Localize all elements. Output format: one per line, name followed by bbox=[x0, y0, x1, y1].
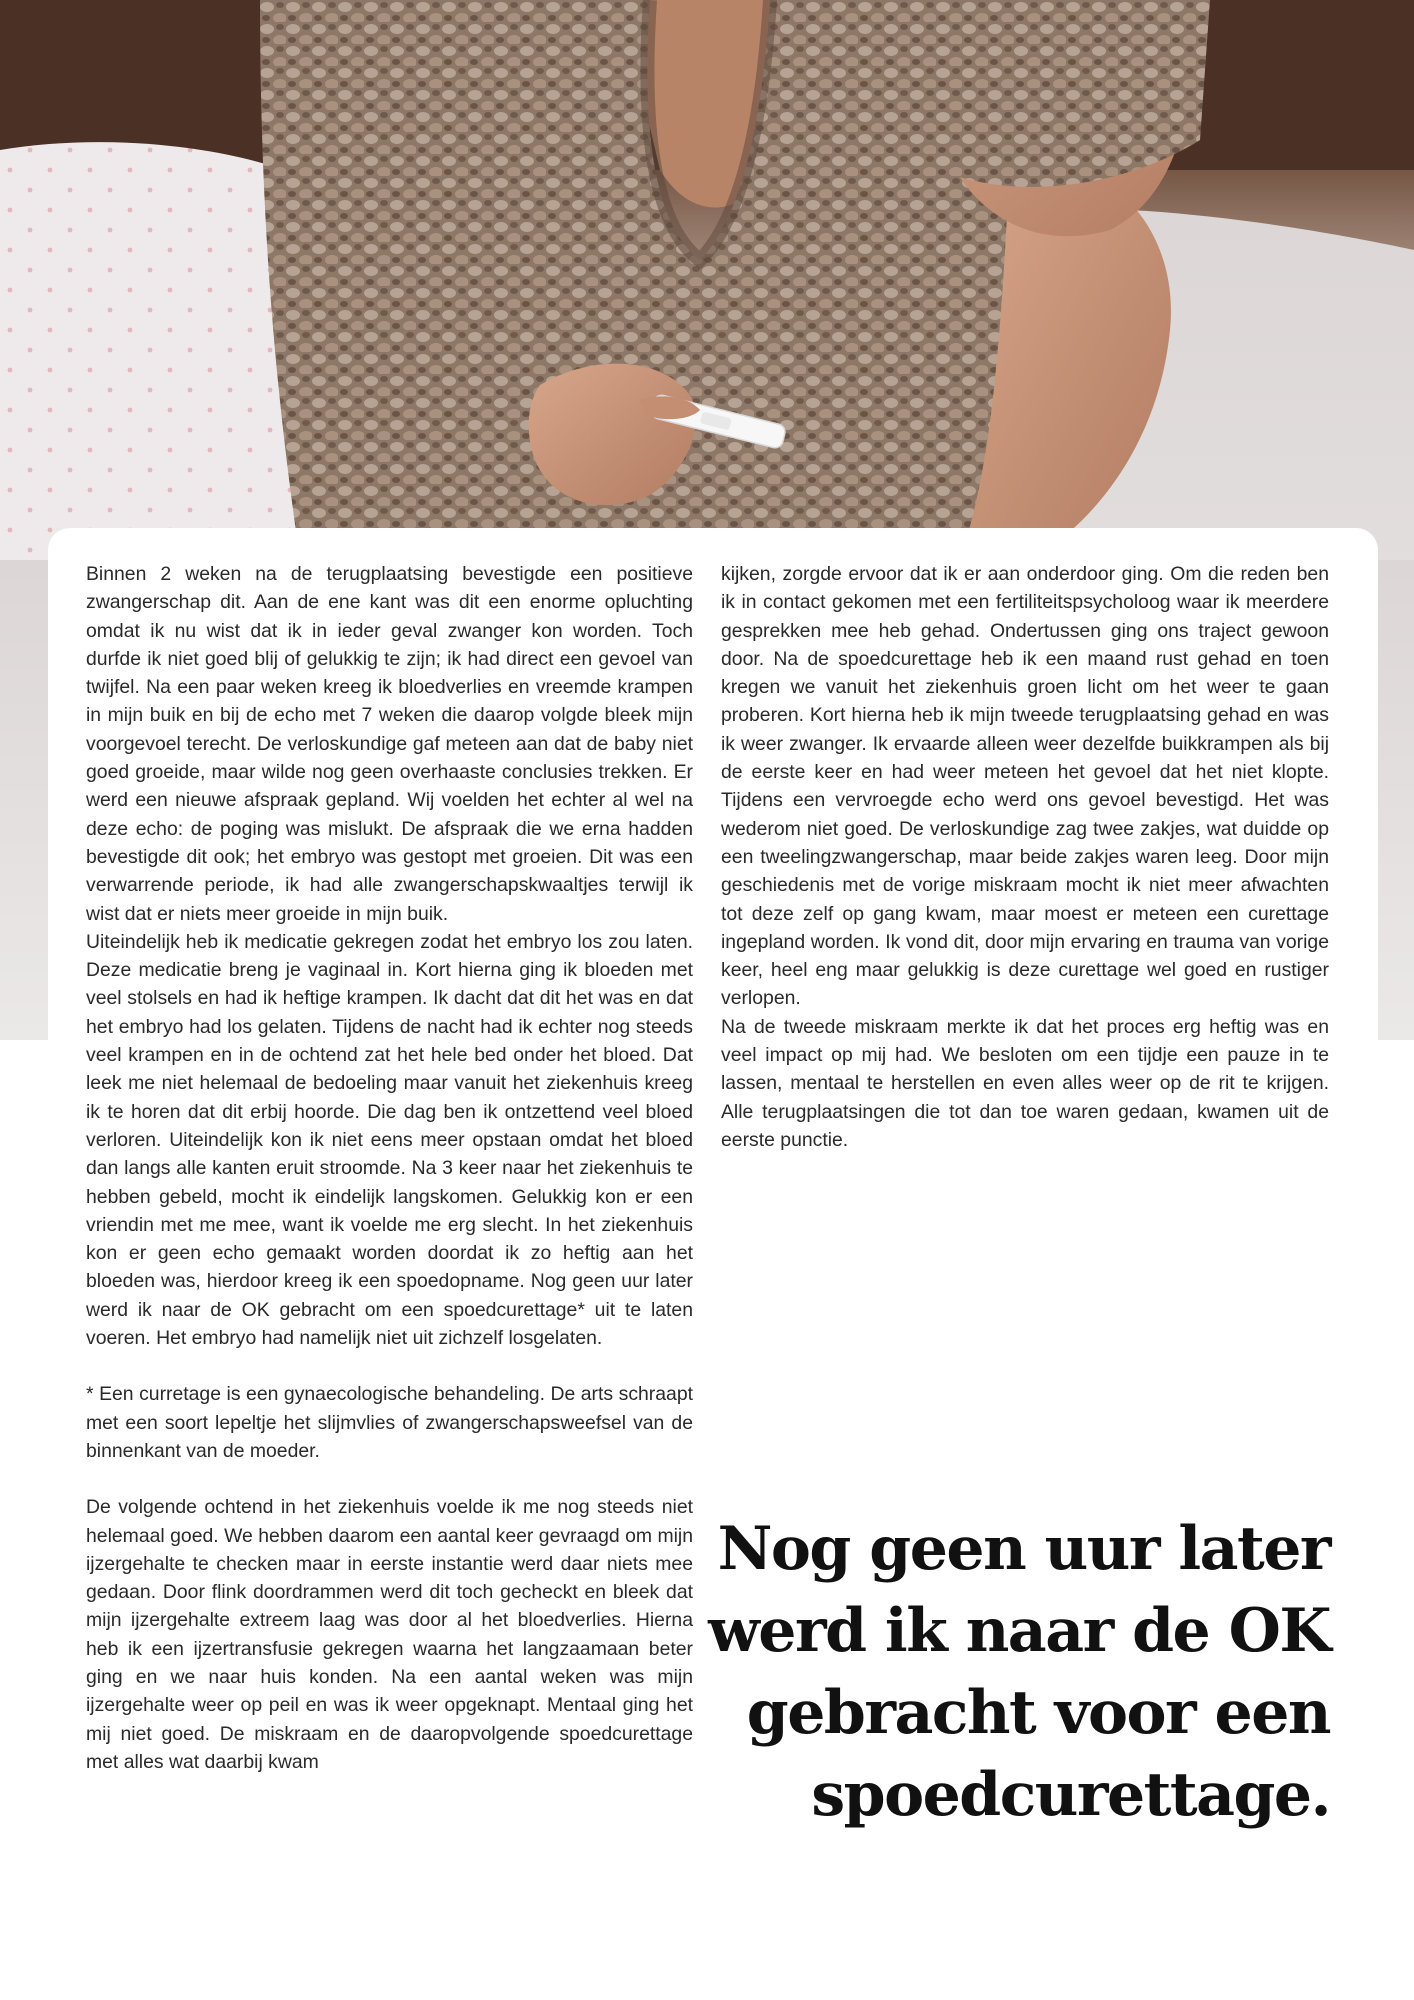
article-paragraph: De volgende ochtend in het ziekenhuis voelde ik me nog steeds niet helemaal goed. We hebben daarom een aantal keer gevraagd om mijn ijzergehalte te checken maar in eerste instantie werd daar niets mee gedaan. Door flink doordrammen werd dit toch gecheckt en bleek dat mijn ijzergehalte extreem laag was door al het bloedverlies. Hierna heb ik een ijzertransfusie gekregen waarna het langzaamaan beter ging en we naar huis konden. Na een aantal weken was mijn ijzergehalte weer op peil en was ik weer opgeknapt. Mentaal ging het mij niet goed. De miskraam en de daaropvolgende spoedcurettage met alles wat daarbij kwam bbox=[86, 1496, 693, 1773]
footnote: * Een curretage is een gynaecologische behandeling. De arts schraapt met een soort lepeltje het slijmvlies of zwangerschapsweefsel van de binnenkant van de moeder. bbox=[86, 1383, 693, 1462]
article-paragraph: kijken, zorgde ervoor dat ik er aan onderdoor ging. Om die reden ben ik in contact gekomen met een fertiliteitspsycholoog waar ik meerdere gesprekken mee heb gehad. Ondertussen ging ons traject gewoon door. Na de spoedcurettage heb ik een maand rust gehad en toen kregen we vanuit het ziekenhuis groen licht om het weer te gaan proberen. Kort hierna heb ik mijn tweede terugplaatsing gehad en was ik weer zwanger. Ik ervaarde alleen weer dezelfde buikkrampen als bij de eerste keer en had weer meteen het gevoel dat het niet klopte. Tijdens een vervroegde echo werd ons gevoel bevestigd. Het was wederom niet goed. De verloskundige zag twee zakjes, wat duidde op een tweelingzwangerschap, maar beide zakjes waren leeg. Door mijn geschiedenis met de vorige miskraam mocht ik niet meer afwachten tot deze zelf op gang kwam, maar moest er meteen een curettage ingepland worden. Ik vond dit, door mijn ervaring en trauma van vorige keer, heel eng maar gelukkig is deze curettage wel goed en rustiger verlopen. bbox=[721, 563, 1329, 1010]
article-paragraph: Na de tweede miskraam merkte ik dat het proces erg heftig was en veel impact op mij had. We besloten om een tijdje een pauze in te lassen, mentaal te herstellen en even alles weer op de rit te krijgen. Alle terugplaatsingen die tot dan toe waren gedaan, kwamen uit de eerste punctie. bbox=[721, 1015, 1329, 1151]
pull-quote: Nog geen uur later werd ik naar de OK gebracht voor een spoedcurettage. bbox=[708, 1514, 1330, 1830]
article-right-column bbox=[721, 560, 1329, 1154]
article-left-column bbox=[86, 560, 693, 1776]
article-paragraph: Uiteindelijk heb ik medicatie gekregen zodat het embryo los zou laten. Deze medicatie breng je vaginaal in. Kort hierna ging ik bloeden met veel stolsels en had ik heftige krampen. Ik dacht dat dit het was en dat het embryo had los gelaten. Tijdens de nacht had ik echter nog steeds veel krampen en in de ochtend zat het hele bed onder het bloed. Dat leek me niet helemaal de bedoeling maar vanuit het ziekenhuis kreeg ik te horen dat dit erbij hoorde. Die dag ben ik ontzettend veel bloed verloren. Uiteindelijk kon ik niet eens meer opstaan omdat het bloed dan langs alle kanten eruit stroomde. Na 3 keer naar het ziekenhuis te hebben gebeld, mocht ik eindelijk langskomen. Gelukkig kon er een vriendin met me mee, want ik voelde me erg slecht. In het ziekenhuis kon er geen echo gemaakt worden doordat ik zo heftig aan het bloeden was, hierdoor kreeg ik een spoedopname. Nog geen uur later werd ik naar de OK gebracht om een spoedcurettage* uit te laten voeren. Het embryo had namelijk niet uit zichzelf losgelaten. bbox=[86, 930, 693, 1350]
article-paragraph: Binnen 2 weken na de terugplaatsing bevestigde een positieve zwangerschap dit. Aan de ene kant was dit een enorme opluchting omdat ik nu wist dat ik in ieder geval zwanger kon worden. Toch durfde ik niet goed blij of gelukkig te zijn; ik had direct een gevoel van twijfel. Na een paar weken kreeg ik bloedverlies en vreemde krampen in mijn buik en bij de echo met 7 weken die daarop volgde bleek mijn voorgevoel terecht. De verloskundige gaf meteen aan dat de baby niet goed groeide, maar wilde nog geen overhaaste conclusies trekken. Er werd een nieuwe afspraak gepland. Wij voelden het echter al wel na deze echo: de poging was mislukt. De afspraak die we erna hadden bevestigde dit ook; het embryo was gestopt met groeien. Dit was een verwarrende periode, ik had alle zwangerschapskwaaltjes terwijl ik wist dat er niets meer groeide in mijn buik. bbox=[86, 563, 693, 925]
